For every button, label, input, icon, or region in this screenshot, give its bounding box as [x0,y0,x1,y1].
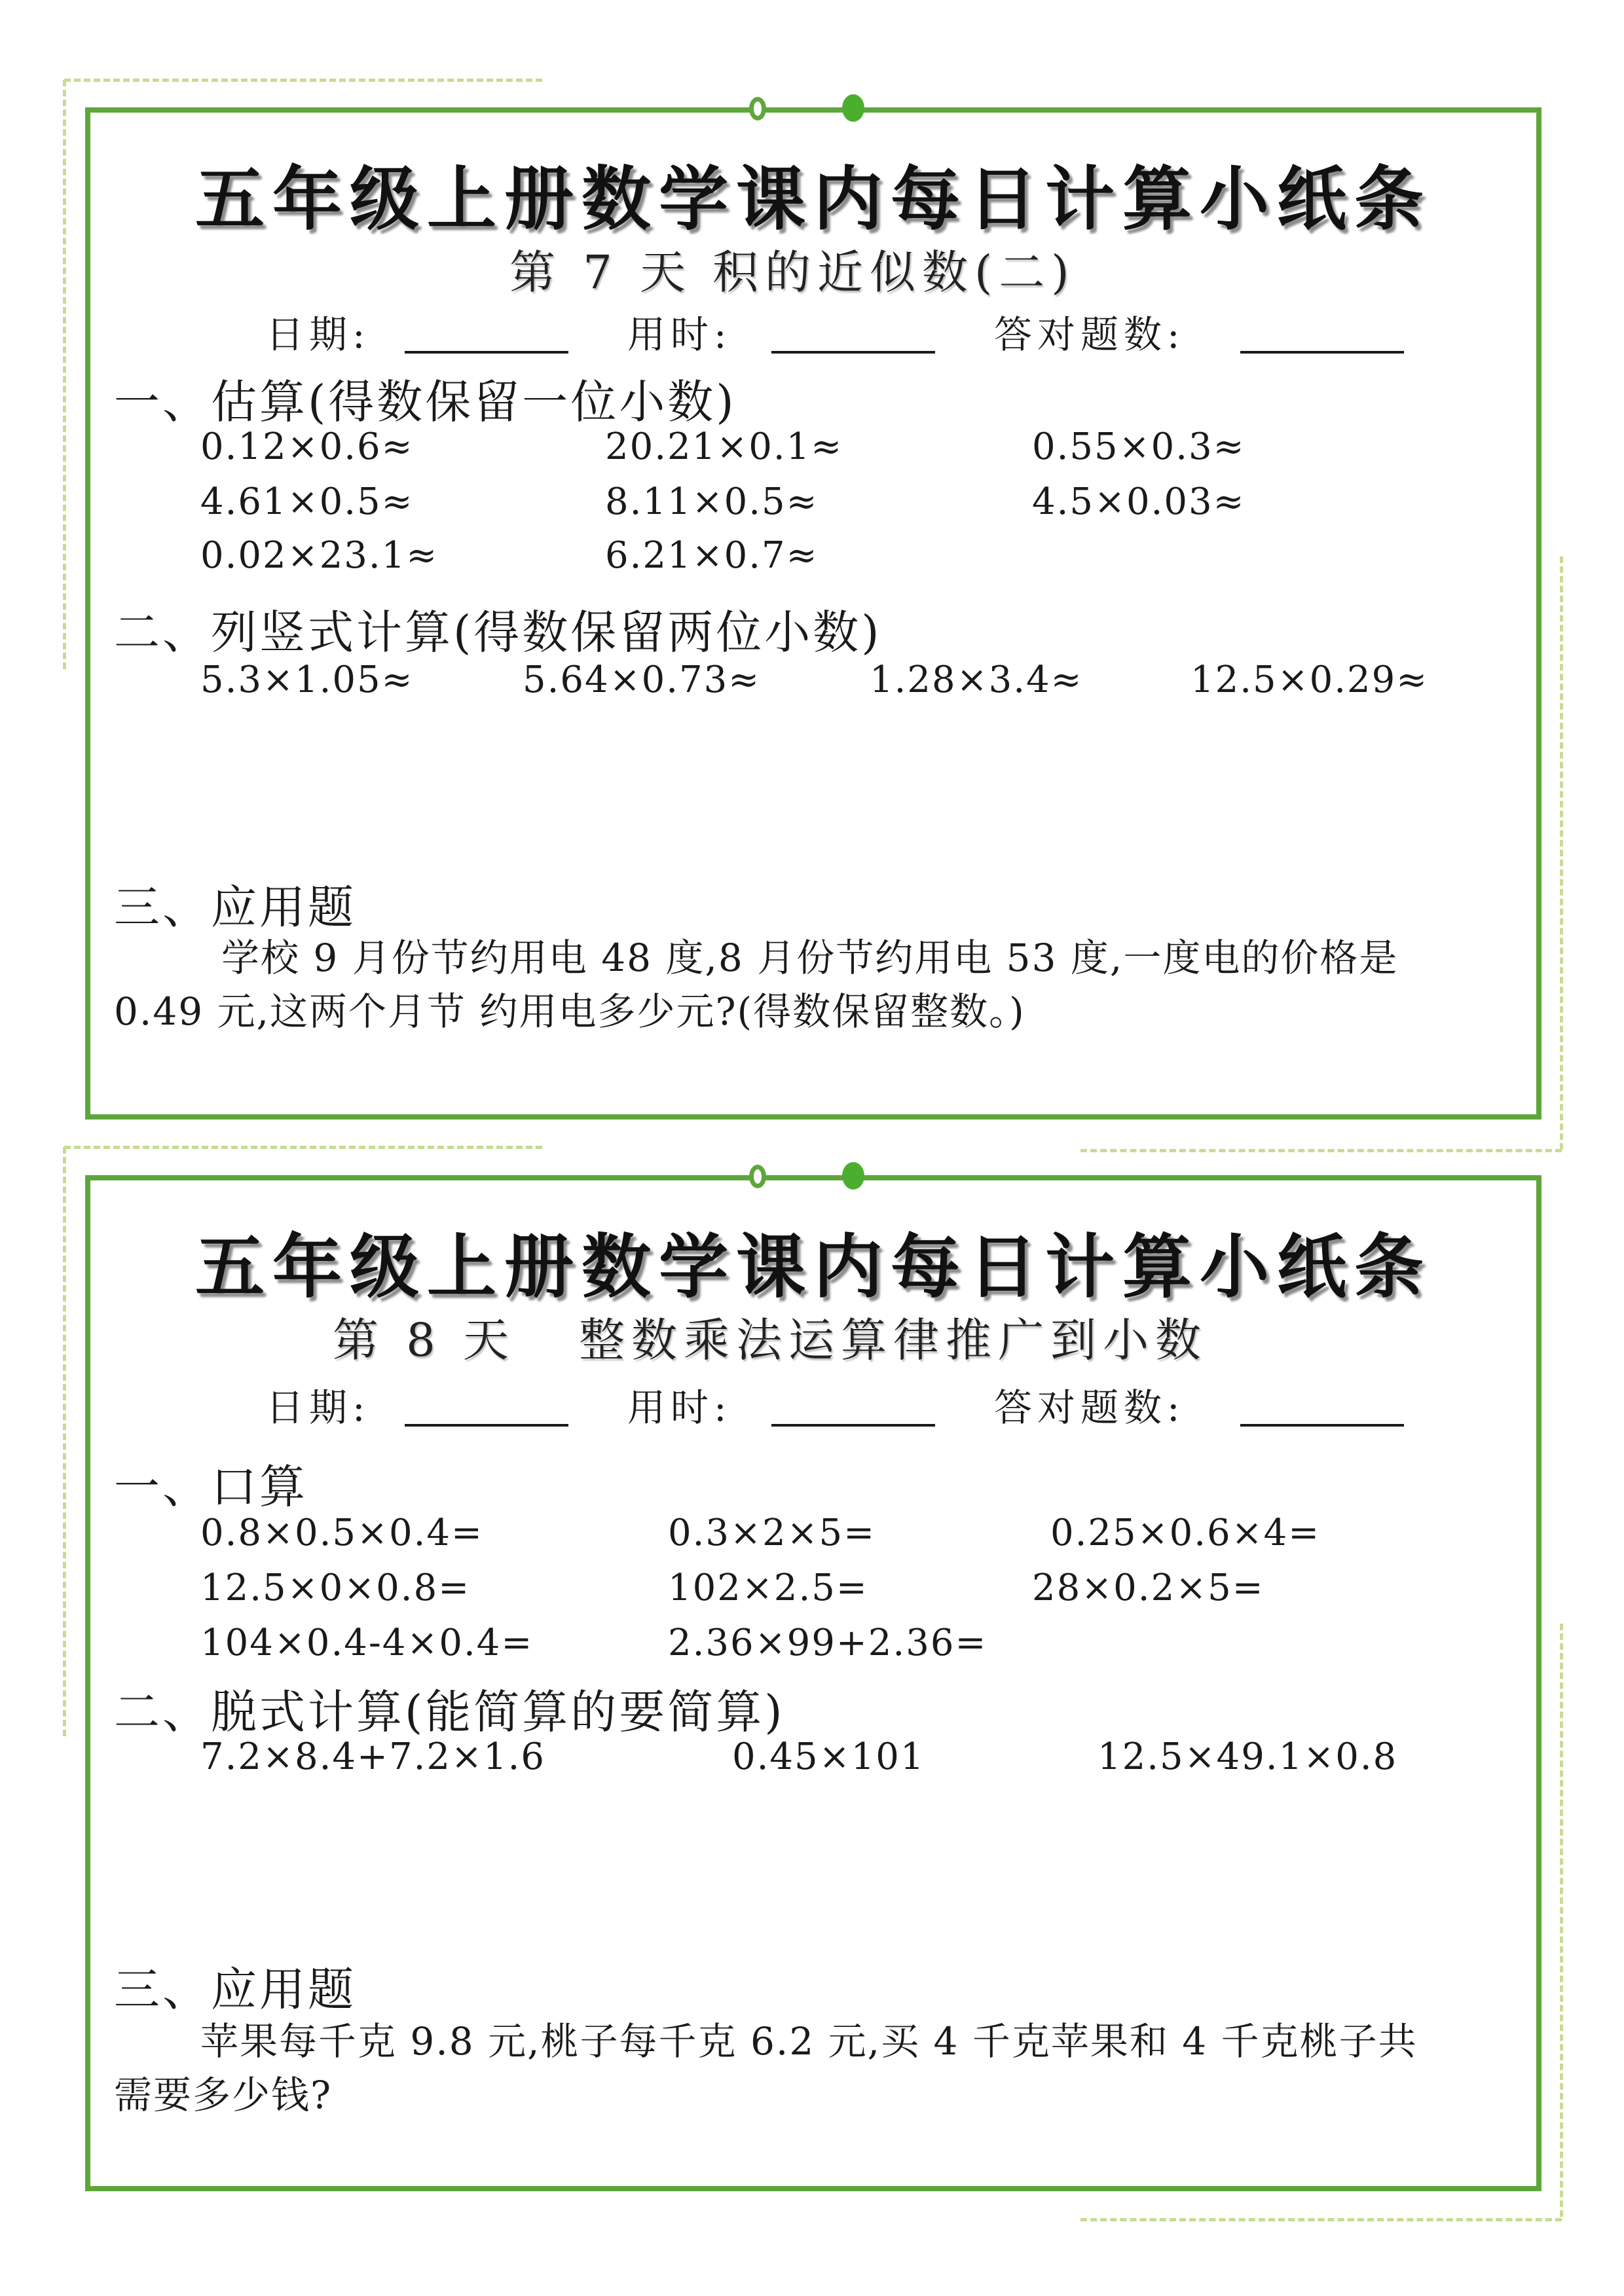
worksheet-card-day8 [85,1175,1541,2191]
day-label: 第 8 天 [333,1313,516,1367]
correct-count-label: 答对题数: [994,1385,1185,1430]
section-mental-math-title: 一、口算 [114,1460,308,1514]
time-label: 用时: [627,312,732,357]
problem-item: 12.5×0.29≈ [1190,659,1429,701]
problem-item: 102×2.5= [668,1567,868,1609]
problem-item: 0.02×23.1≈ [200,534,439,577]
date-label: 日期: [266,1385,371,1430]
dashed-line [1080,1149,1562,1152]
dashed-line [63,80,66,669]
section-estimation-title: 一、估算(得数保留一位小数) [114,375,737,429]
correct-count-blank [1240,351,1404,354]
problem-item: 5.64×0.73≈ [523,659,761,701]
word-problem-line: 0.49 元,这两个月节 约用电多少元?(得数保留整数。) [114,989,1025,1034]
ring-icon [749,97,766,120]
topic-label: 整数乘法运算律推广到小数 [579,1313,1208,1367]
date-blank [405,1424,568,1427]
correct-count-blank [1240,1424,1404,1427]
problem-item: 6.21×0.7≈ [605,534,819,577]
time-label: 用时: [627,1385,732,1430]
problem-item: 28×0.2×5= [1032,1567,1264,1609]
section-vertical-calc-title: 二、列竖式计算(得数保留两位小数) [114,606,882,659]
problem-item: 0.3×2×5= [668,1512,876,1554]
day-label: 第 7 天 [509,246,693,299]
dashed-line [1560,556,1563,1150]
problem-item: 5.3×1.05≈ [200,659,414,701]
dashed-line [63,1147,66,1736]
word-problem-line: 需要多少钱? [114,2073,333,2117]
problem-item: 0.8×0.5×0.4= [200,1512,483,1554]
word-problem-line: 学校 9 月份节约用电 48 度,8 月份节约用电 53 度,一度电的价格是 [221,936,1399,980]
problem-item: 12.5×49.1×0.8 [1098,1736,1398,1778]
problem-item: 1.28×3.4≈ [870,659,1083,701]
card-title: 五年级上册数学课内每日计算小纸条 [195,159,1431,240]
problem-item: 4.61×0.5≈ [200,481,414,523]
worksheet-card-day7 [85,107,1541,1120]
correct-count-label: 答对题数: [994,312,1185,357]
dot-icon [842,94,864,122]
section-step-calc-title: 二、脱式计算(能简算的要简算) [114,1685,785,1739]
dot-icon [842,1162,864,1190]
dashed-line [64,79,542,82]
dashed-line [1560,1624,1563,2217]
problem-item: 8.11×0.5≈ [605,481,819,523]
dashed-line [1080,2218,1562,2221]
section-word-problem-title: 三、应用题 [114,1963,356,2016]
dashed-line [64,1146,542,1149]
date-blank [405,351,568,354]
problem-item: 0.45×101 [732,1736,925,1778]
time-blank [771,1424,935,1427]
time-blank [771,351,935,354]
problem-item: 4.5×0.03≈ [1032,481,1246,523]
ring-icon [749,1165,766,1188]
problem-item: 104×0.4-4×0.4= [200,1622,534,1664]
problem-item: 0.12×0.6≈ [200,426,414,468]
problem-item: 20.21×0.1≈ [605,426,843,468]
section-word-problem-title: 三、应用题 [114,881,356,934]
problem-item: 7.2×8.4+7.2×1.6 [200,1736,545,1778]
problem-item: 0.25×0.6×4= [1050,1512,1321,1554]
date-label: 日期: [266,312,371,357]
card-title: 五年级上册数学课内每日计算小纸条 [195,1227,1431,1307]
problem-item: 0.55×0.3≈ [1032,426,1246,468]
topic-label: 积的近似数(二) [712,246,1076,299]
word-problem-line: 苹果每千克 9.8 元,桃子每千克 6.2 元,买 4 千克苹果和 4 千克桃子共 [200,2019,1418,2064]
problem-item: 12.5×0×0.8= [200,1567,471,1609]
problem-item: 2.36×99+2.36= [668,1622,987,1664]
